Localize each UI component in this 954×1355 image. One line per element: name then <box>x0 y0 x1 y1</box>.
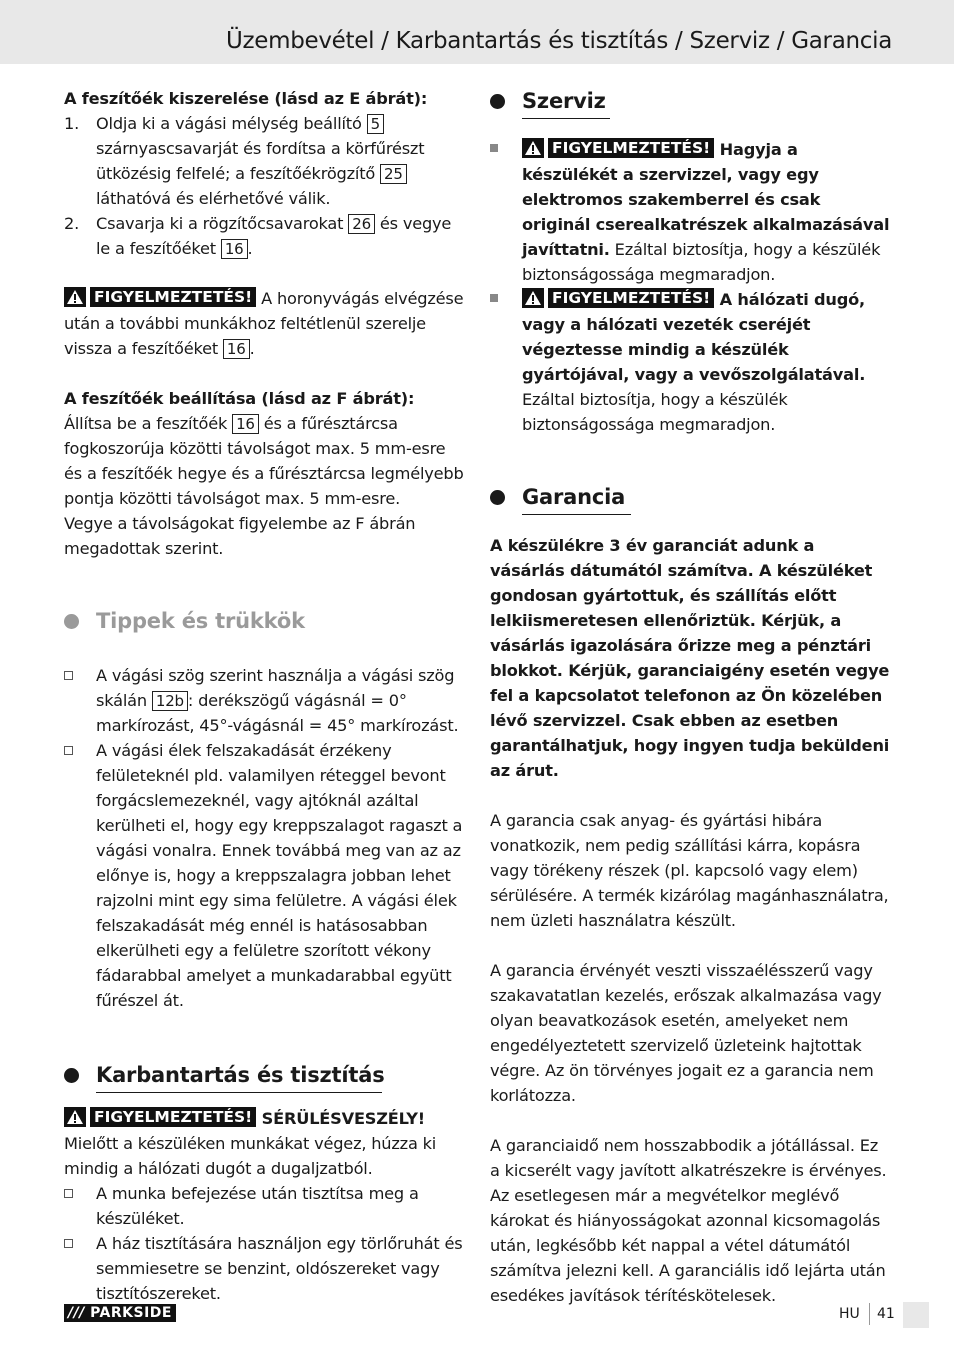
text: Állítsa be a feszítőék <box>64 414 233 433</box>
list-number: 2. <box>64 214 80 233</box>
warning-label: FIGYELMEZTETÉS! <box>548 288 714 308</box>
warning-label: FIGYELMEZTETÉS! <box>90 287 256 307</box>
warning-badge <box>522 138 714 158</box>
warning-paragraph <box>64 286 464 361</box>
text: Hagyja a készülékét a szervizzel, vagy egy elektromos szakemberrel és csak originál cserealkatrészek alkalmazásával javíttatni. <box>522 140 890 259</box>
paragraph: A garancia csak anyag- és gyártási hibára vonatkozik, nem pedig szállítási kárra, kopásra vagy törékeny részek (pl. kapcsoló vagy elem) sérülésére. A termék kizárólag magánhasználatra, nem üzleti használatra készült. <box>490 811 889 930</box>
text: Ezáltal biztosítja, hogy a készülék biztonságossága megmaradjon. <box>522 390 788 434</box>
tips-heading <box>64 606 464 636</box>
page-header <box>0 0 954 64</box>
square-bullet-icon <box>64 1239 73 1248</box>
text: : derékszögű vágásnál = 0° markírozást, 45°-vágásnál = 45° markírozást. <box>96 691 459 735</box>
warning-triangle-icon <box>64 1107 86 1127</box>
service-heading <box>490 86 890 119</box>
section-heading-adjust-wedge: A feszítőék beállítása (lásd az F ábrát): <box>64 389 415 408</box>
language-code: HU <box>839 1306 860 1322</box>
warning-triangle-icon <box>64 287 86 307</box>
text: szárnyascsavarját és fordítsa a körfűrészt ütközésig felfelé; a feszítőékrögzítő <box>96 139 425 183</box>
text: A hálózati dugó, vagy a hálózati vezeték cseréjét végeztesse mindig a készülék gyártójával, vagy a vevőszolgálatával. <box>522 290 866 384</box>
list-item <box>64 663 464 738</box>
text: Ezáltal biztosítja, hogy a készülék biztonságossága megmaradjon. <box>522 240 881 284</box>
heading-underline <box>522 118 610 119</box>
paragraph: Vegye a távolságokat figyelembe az F ábrán megadottak szerint. <box>64 514 416 558</box>
list-item <box>64 1181 464 1231</box>
footer-divider <box>869 1303 870 1325</box>
warning-triangle-icon <box>522 138 544 158</box>
page-title: Üzembevétel / Karbantartás és tisztítás / Szerviz / Garancia <box>225 28 892 54</box>
warranty-heading <box>490 482 890 515</box>
list-number: 1. <box>64 114 80 133</box>
warning-badge <box>522 288 714 308</box>
text: SÉRÜLÉSVESZÉLY! <box>256 1109 425 1128</box>
text: A vágási élek felszakadását érzékeny felületeknél pld. valamilyen réteggel bevont forgácslemezeknél, vagy ajtóknál azáltal kerülheti el, hogy egy kreppszalagot ragaszt a vágási vonalra. Ennek továbbá meg van az az előnye is, hogy a kreppszalagra jobban lehet rajzolni mint egy sima felületre. A vágási élek felszakadását még ennél is hatásosabban elkerülheti egy a felületre szorított vékony fádarabbal amelyet a munkadarabbal együtt fűrészel át. <box>96 741 463 1010</box>
page-number: 41 <box>877 1306 895 1322</box>
part-ref: 12b <box>152 691 188 711</box>
part-ref: 16 <box>223 339 250 359</box>
paragraph: A garanciaidő nem hosszabbodik a jótállással. Ez a kicserélt vagy javított alkatrészekre is érvényes. Az esetlegesen már a megvételkor meglévő károkat és hiányosságokat azonnal kicsomagolás után, legkésőbb két nappal a vétel dátumától számítva jelezni kell. A garanciális idő lejárta után esedékes javítások térítéskötelesek. <box>490 1136 887 1305</box>
text: A munka befejezése után tisztítsa meg a készüléket. <box>96 1184 419 1228</box>
bullet-dot-icon <box>64 614 79 629</box>
text: Csavarja ki a rögzítőcsavarokat <box>96 214 349 233</box>
part-ref: 26 <box>348 214 375 234</box>
warning-badge <box>64 1107 256 1127</box>
square-bullet-icon <box>64 1189 73 1198</box>
brand-name: PARKSIDE <box>90 1305 172 1321</box>
bullet-dot-icon <box>64 1068 79 1083</box>
heading-text: Tippek és trükkök <box>96 609 305 633</box>
footer-tab <box>903 1302 929 1328</box>
list-item <box>64 1231 464 1306</box>
list-item <box>490 287 890 437</box>
tips-section <box>64 606 464 1013</box>
text: A horonyvágás elvégzése után a további munkákhoz feltétlenül szerelje vissza a feszítőéket <box>64 289 464 358</box>
paragraph: A készülékre 3 év garanciát adunk a vásárlás dátumától számítva. A készüléket gondosan gyártottuk, és szállítás előtt lelkiismeretesen ellenőriztük. Kérjük, a vásárlás igazolására őrizze meg a pénztári blokkot. Kérjük, garanciaigény esetén vegye fel a kapcsolatot telefonon az Ön közelében lévő szervizzel. Csak ebben az esetben garantálhatjuk, hogy ingyen tudja beküldeni az árut. <box>490 536 890 780</box>
maintenance-section <box>64 1060 464 1306</box>
bullet-dot-icon <box>490 490 505 505</box>
part-ref: 25 <box>380 164 407 184</box>
part-ref: 5 <box>367 114 384 134</box>
right-column <box>490 86 890 1308</box>
text: láthatóvá és elérhetővé válik. <box>96 189 331 208</box>
part-ref: 16 <box>232 414 259 434</box>
warning-triangle-icon <box>522 288 544 308</box>
heading-text: Karbantartás és tisztítás <box>96 1063 385 1087</box>
list-item <box>64 738 464 1013</box>
part-ref: 16 <box>221 239 248 259</box>
text: A vágási szög szerint használja a vágási szög skálán <box>96 666 455 710</box>
list-item <box>490 137 890 287</box>
warning-label: FIGYELMEZTETÉS! <box>90 1107 256 1127</box>
heading-underline <box>522 514 631 515</box>
heading-text: Garancia <box>522 485 626 509</box>
warning-badge <box>64 287 256 307</box>
heading-text: Szerviz <box>522 89 606 113</box>
bullet-dot-icon <box>490 94 505 109</box>
maintenance-heading <box>64 1060 464 1093</box>
text: és a fűrésztárcsa fogkoszorúja közötti távolságot max. 5 mm-esre és a feszítőék hegye és a fűrésztárcsa legmélyebb pontja közötti távolságot max. 5 mm-esre. <box>64 414 464 508</box>
paragraph: Mielőtt a készüléken munkákat végez, húzza ki mindig a hálózati dugót a dugaljzatból. <box>64 1134 437 1178</box>
square-bullet-icon <box>490 144 498 152</box>
warning-label: FIGYELMEZTETÉS! <box>548 138 714 158</box>
text: és vegye le a feszítőéket <box>96 214 452 258</box>
text: . <box>247 239 253 258</box>
list-item <box>64 211 464 261</box>
square-bullet-icon <box>490 294 498 302</box>
square-bullet-icon <box>64 671 73 680</box>
text: . <box>249 339 255 358</box>
text: A ház tisztítására használjon egy törlőruhát és semmiesetre se benzint, oldószereket vagy tisztítószereket. <box>96 1234 463 1303</box>
left-column <box>64 86 464 1306</box>
section-heading-remove-wedge: A feszítőék kiszerelése (lásd az E ábrát): <box>64 89 428 108</box>
warning-paragraph <box>64 1106 464 1131</box>
text: Oldja ki a vágási mélység beállító <box>96 114 367 133</box>
paragraph: A garancia érvényét veszti visszaélésszerű vagy szakavatatlan kezelés, erőszak alkalmazása vagy olyan beavatkozások esetén, amelyeket nem engedélyeztetett szervizelő üzleteink hajtottak végre. Az ön törvényes jogait ez a garancia nem korlátozza. <box>490 961 882 1105</box>
logo-slashes: /// <box>68 1305 85 1321</box>
parkside-logo <box>64 1304 176 1322</box>
paragraph <box>64 411 464 511</box>
list-item <box>64 111 464 211</box>
warranty-section <box>490 482 890 1308</box>
heading-underline <box>96 1092 382 1093</box>
square-bullet-icon <box>64 746 73 755</box>
